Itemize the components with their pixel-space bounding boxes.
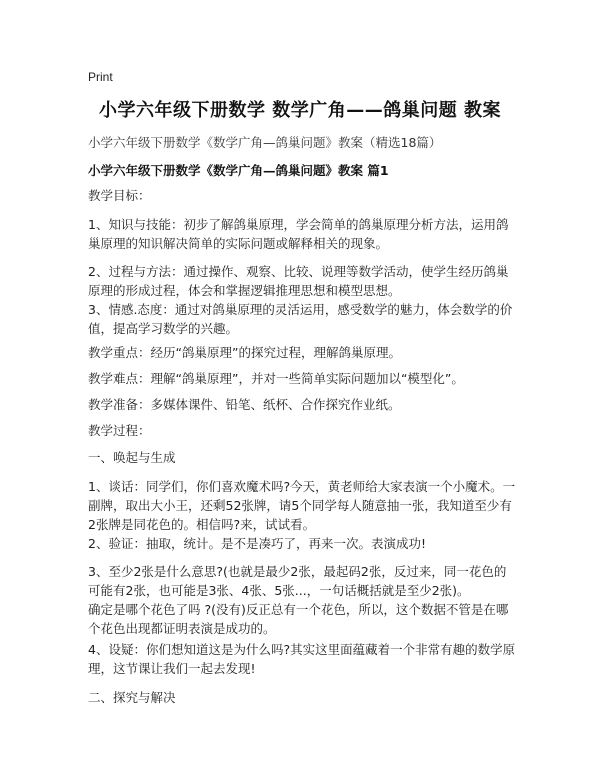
page-title: 小学六年级下册数学 数学广角——鸽巢问题 教案 (98, 100, 502, 121)
paragraph-step-1: 1、谈话：同学们，你们喜欢魔术吗?今天，黄老师给大家表演一个小魔术。一副牌，取出大小王，还剩52张牌，请5个同学每人随意抽一张，我知道至少有2张牌是同花色的。相信吗?来，试试看。 (88, 479, 516, 532)
paragraph-step-4: 4、设疑：你们想知道这是为什么吗?其实这里面蕴藏着一个非常有趣的数学原理，这节课让我们一起去发现! (88, 642, 516, 676)
paragraph-step-2: 2、验证：抽取，统计。是不是凑巧了，再来一次。表演成功! (88, 536, 426, 551)
paragraph-key-point: 教学重点：经历“鸽巢原理”的探究过程，理解鸽巢原理。 (88, 345, 401, 360)
paragraph-goal-3: 3、情感.态度：通过对鸽巢原理的灵活运用，感受数学的魅力，体会数学的价值，提高学习数学的兴趣。 (88, 302, 513, 336)
section-heading: 小学六年级下册数学《数学广角—鸽巢问题》教案 篇1 (88, 163, 389, 178)
print-link[interactable]: Print (88, 70, 113, 84)
paragraph-teaching-goals: 教学目标： (88, 188, 151, 203)
document-subtitle: 小学六年级下册数学《数学广角—鸽巢问题》教案（精选18篇） (88, 135, 442, 150)
paragraph-step-3: 3、至少2张是什么意思?(也就是最少2张，最起码2张，反过来，同一花色的可能有2张，也可能是3张、4张、5张...，一句话概括就是至少2张)。 (88, 564, 507, 598)
paragraph-section-2: 二、探究与解决 (88, 690, 176, 705)
paragraph-goal-2: 2、过程与方法：通过操作、观察、比较、说理等数学活动，使学生经历鸽巢原理的形成过程，体会和掌握逻辑推理思想和模型思想。 (88, 264, 509, 298)
paragraph-preparation: 教学准备：多媒体课件、铅笔、纸杯、合作探究作业纸。 (88, 397, 401, 412)
paragraph-difficulty: 教学难点：理解“鸽巢原理”，并对一些简单实际问题加以“模型化”。 (88, 371, 464, 386)
paragraph-goal-1: 1、知识与技能：初步了解鸽巢原理，学会简单的鸽巢原理分析方法，运用鸽巢原理的知识解决简单的实际问题或解释相关的现象。 (88, 217, 509, 251)
paragraph-process: 教学过程： (88, 423, 151, 438)
paragraph-confirm: 确定是哪个花色了吗 ?(没有)反正总有一个花色，所以，这个数据不管是在哪个花色出现都证明表演是成功的。 (88, 602, 509, 636)
paragraph-section-1: 一、唤起与生成 (88, 450, 176, 465)
